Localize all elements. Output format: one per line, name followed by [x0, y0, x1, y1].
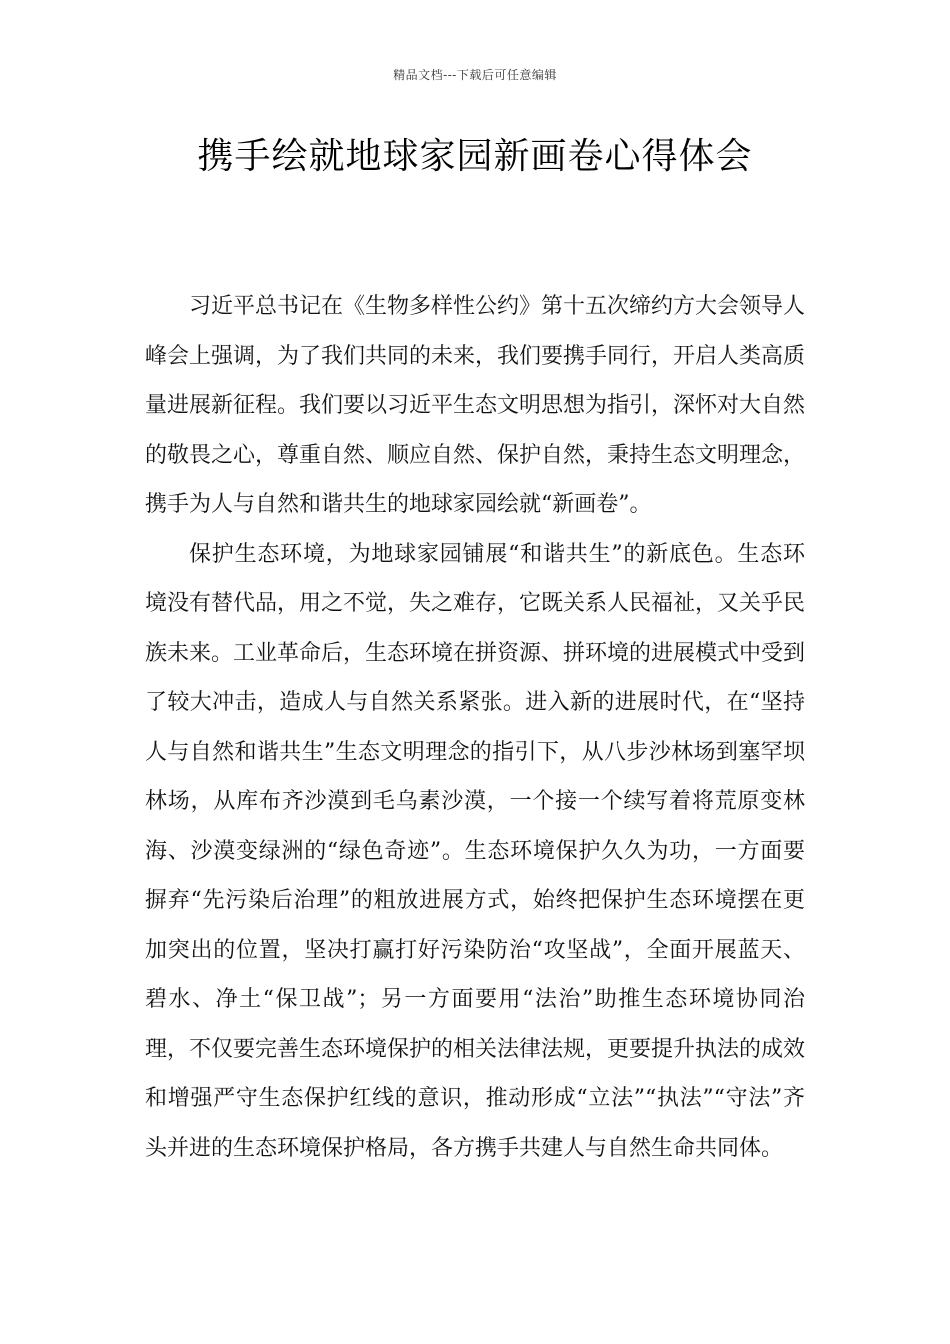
body-paragraph-1: 习近平总书记在《生物多样性公约》第十五次缔约方大会领导人峰会上强调，为了我们共同的未来，我们要携手同行，开启人类高质量进展新征程。我们要以习近平生态文明思想为指引，深怀对大自然的敬畏之心，尊重自然、顺应自然、保护自然，秉持生态文明理念，携手为人与自然和谐共生的地球家园绘就“新画卷”。 — [145, 294, 806, 517]
document-title: 携手绘就地球家园新画卷心得体会 — [197, 136, 753, 177]
document-body — [145, 282, 805, 1173]
page-header: 精品文档---下载后可任意编辑 — [393, 68, 557, 82]
body-paragraph-2: 保护生态环境，为地球家园铺展“和谐共生”的新底色。生态环境没有替代品，用之不觉，失之难存，它既关系人民福祉，又关乎民族未来。工业革命后，生态环境在拼资源、拼环境的进展模式中受到了较大冲击，造成人与自然关系紧张。进入新的进展时代，在“坚持人与自然和谐共生”生态文明理念的指引下，从八步沙林场到塞罕坝林场，从库布齐沙漠到毛乌素沙漠，一个接一个续写着将荒原变林海、沙漠变绿洲的“绿色奇迹”。生态环境保护久久为功，一方面要摒弃“先污染后治理”的粗放进展方式，始终把保护生态环境摆在更加突出的位置，坚决打赢打好污染防治“攻坚战”，全面开展蓝天、碧水、净土“保卫战”；另一方面要用“法治”助推生态环境协同治理，不仅要完善生态环境保护的相关法律法规，更要提升执法的成效和增强严守生态保护红线的意识，推动形成“立法”“执法”“守法”齐头并进的生态环境保护格局，各方携手共建人与自然生命共同体。 — [145, 541, 806, 1161]
